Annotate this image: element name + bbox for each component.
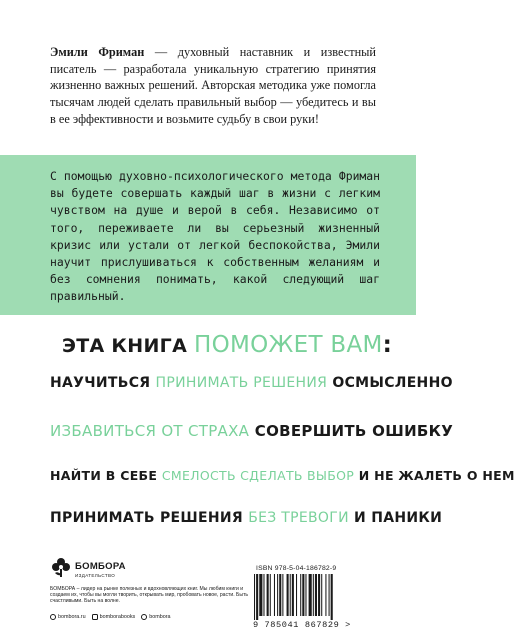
publisher-text: БОМБОРА – лидер на рынке полезных и вдохновляющих книг. Мы любим книги и создаем их, чтобы вы могли творить, открывать мир, пробовать новое, расти. Быть счастливыми. Быть на волне. xyxy=(50,586,249,605)
intro-text: — духовный наставник и известный писатель — разработала уникальную стратегию принятия жизненно важных решений. Авторская методика уже помогла тысячам людей сделать правильный выбор — убедитесь и вы в ее эффективности и возьмите судьбу в свои руки! xyxy=(50,45,376,126)
benefit-2-b: СОВЕРШИТЬ ОШИБКУ xyxy=(254,422,454,440)
social-item[interactable] xyxy=(141,614,170,620)
benefit-line-2 xyxy=(50,422,453,440)
globe-icon xyxy=(50,614,56,620)
band-text: С помощью духовно-психологического метода Фриман вы будете совершать каждый шаг в жизни с легким чувством на душе и верой в себя. Независимо от того, переживаете ли вы серьезный жизненный кризис или устали от легкой беспокойства, Эмили научит прислушиваться к собственным желаниям и без сомнения понимать, какой следующий шаг правильный. xyxy=(50,169,380,304)
benefit-4-c: И ПАНИКИ xyxy=(354,510,443,526)
benefit-line-3 xyxy=(50,468,515,483)
social-item[interactable] xyxy=(92,614,136,620)
benefit-line-1 xyxy=(50,375,453,391)
social-item[interactable] xyxy=(50,614,86,620)
author-intro xyxy=(50,44,376,128)
barcode xyxy=(252,574,370,620)
logo-name: БОМБОРА xyxy=(75,561,126,572)
social-label-vk: bomborabooks xyxy=(99,614,136,620)
logo-sub: ИЗДАТЕЛЬСТВО xyxy=(75,573,116,578)
benefit-line-4 xyxy=(50,510,442,526)
flower-logo-icon xyxy=(50,556,72,578)
telegram-icon xyxy=(141,614,147,620)
headline-part1: ЭТА КНИГА xyxy=(62,335,188,357)
headline-part2: ПОМОЖЕТ ВАМ xyxy=(194,332,383,358)
social-label-tg: bombora xyxy=(149,614,171,620)
isbn: ISBN 978-5-04-186782-9 xyxy=(256,565,337,572)
benefit-3-a: НАЙТИ В СЕБЕ xyxy=(50,468,158,483)
author-name: Эмили Фриман xyxy=(50,45,145,59)
benefit-3-c: И НЕ ЖАЛЕТЬ О НЕМ xyxy=(358,468,515,483)
benefit-1-c: ОСМЫСЛЕННО xyxy=(332,375,453,391)
benefit-4-a: ПРИНИМАТЬ РЕШЕНИЯ xyxy=(50,510,243,526)
benefit-4-b: БЕЗ ТРЕВОГИ xyxy=(248,510,349,526)
social-links xyxy=(50,614,171,620)
vk-icon xyxy=(92,614,98,620)
barcode-digits: 9 785041 867829 > xyxy=(253,620,351,630)
publisher-logo xyxy=(50,556,126,578)
benefit-3-b: СМЕЛОСТЬ СДЕЛАТЬ ВЫБОР xyxy=(161,468,355,483)
benefit-2-a: ИЗБАВИТЬСЯ ОТ СТРАХА xyxy=(50,422,250,440)
social-label-site: bombora.ru xyxy=(58,614,86,620)
headline-colon: : xyxy=(382,332,393,358)
benefit-1-a: НАУЧИТЬСЯ xyxy=(50,375,151,391)
headline xyxy=(62,332,392,358)
benefit-1-b: ПРИНИМАТЬ РЕШЕНИЯ xyxy=(155,375,328,391)
